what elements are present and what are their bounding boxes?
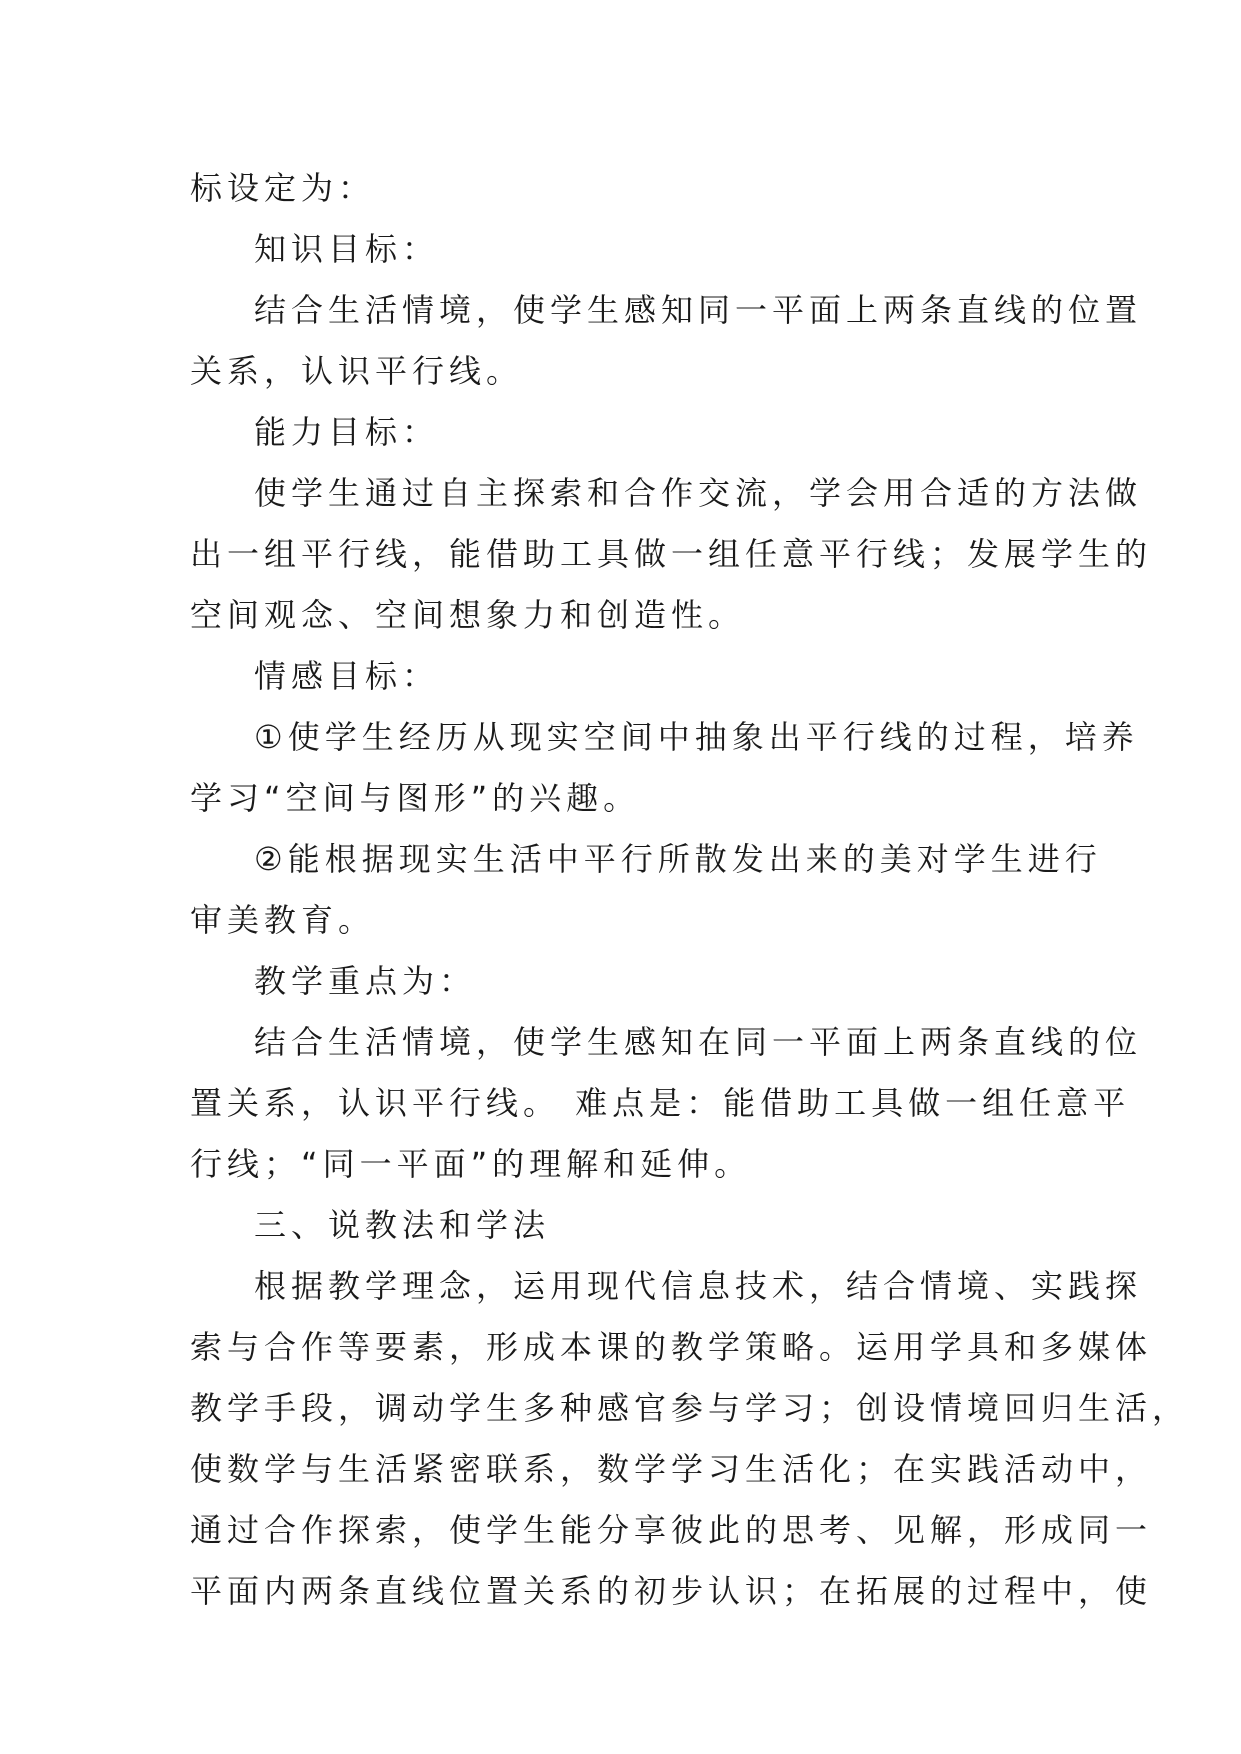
text-line: 根据教学理念，运用现代信息技术，结合情境、实践探 <box>254 1267 1143 1305</box>
text-line: 三、说教法和学法 <box>254 1206 551 1244</box>
text-line: 知识目标： <box>254 230 440 268</box>
text-line: 教学重点为： <box>254 962 477 1000</box>
text-line: 教学手段，调动学生多种感官参与学习；创设情境回归生活， <box>190 1389 1190 1427</box>
text-line: 学习“空间与图形”的兴趣。 <box>190 779 641 817</box>
text-line: 结合生活情境，使学生感知同一平面上两条直线的位置 <box>254 291 1143 329</box>
text-line: 标设定为： <box>190 169 376 207</box>
text-line: 审美教育。 <box>190 901 376 939</box>
text-line: 出一组平行线，能借助工具做一组任意平行线；发展学生的 <box>190 535 1153 573</box>
text-line: 能力目标： <box>254 413 440 451</box>
body-text <box>190 158 1190 1622</box>
text-line: 空间观念、空间想象力和创造性。 <box>190 596 746 634</box>
text-line: 情感目标： <box>254 657 440 695</box>
text-line: ①使学生经历从现实空间中抽象出平行线的过程，培养 <box>254 718 1139 756</box>
text-line: 平面内两条直线位置关系的初步认识；在拓展的过程中，使 <box>190 1572 1153 1610</box>
text-line: 置关系，认识平行线。 难点是：能借助工具做一组任意平 <box>190 1084 1131 1122</box>
text-line: 使数学与生活紧密联系，数学学习生活化；在实践活动中， <box>190 1450 1153 1488</box>
text-line: 关系，认识平行线。 <box>190 352 524 390</box>
text-line: 结合生活情境，使学生感知在同一平面上两条直线的位 <box>254 1023 1143 1061</box>
text-line: 通过合作探索，使学生能分享彼此的思考、见解，形成同一 <box>190 1511 1153 1549</box>
text-line: 行线；“同一平面”的理解和延伸。 <box>190 1145 752 1183</box>
text-line: 索与合作等要素，形成本课的教学策略。运用学具和多媒体 <box>190 1328 1153 1366</box>
text-line: ②能根据现实生活中平行所散发出来的美对学生进行 <box>254 840 1102 878</box>
text-line: 使学生通过自主探索和合作交流，学会用合适的方法做 <box>254 474 1143 512</box>
